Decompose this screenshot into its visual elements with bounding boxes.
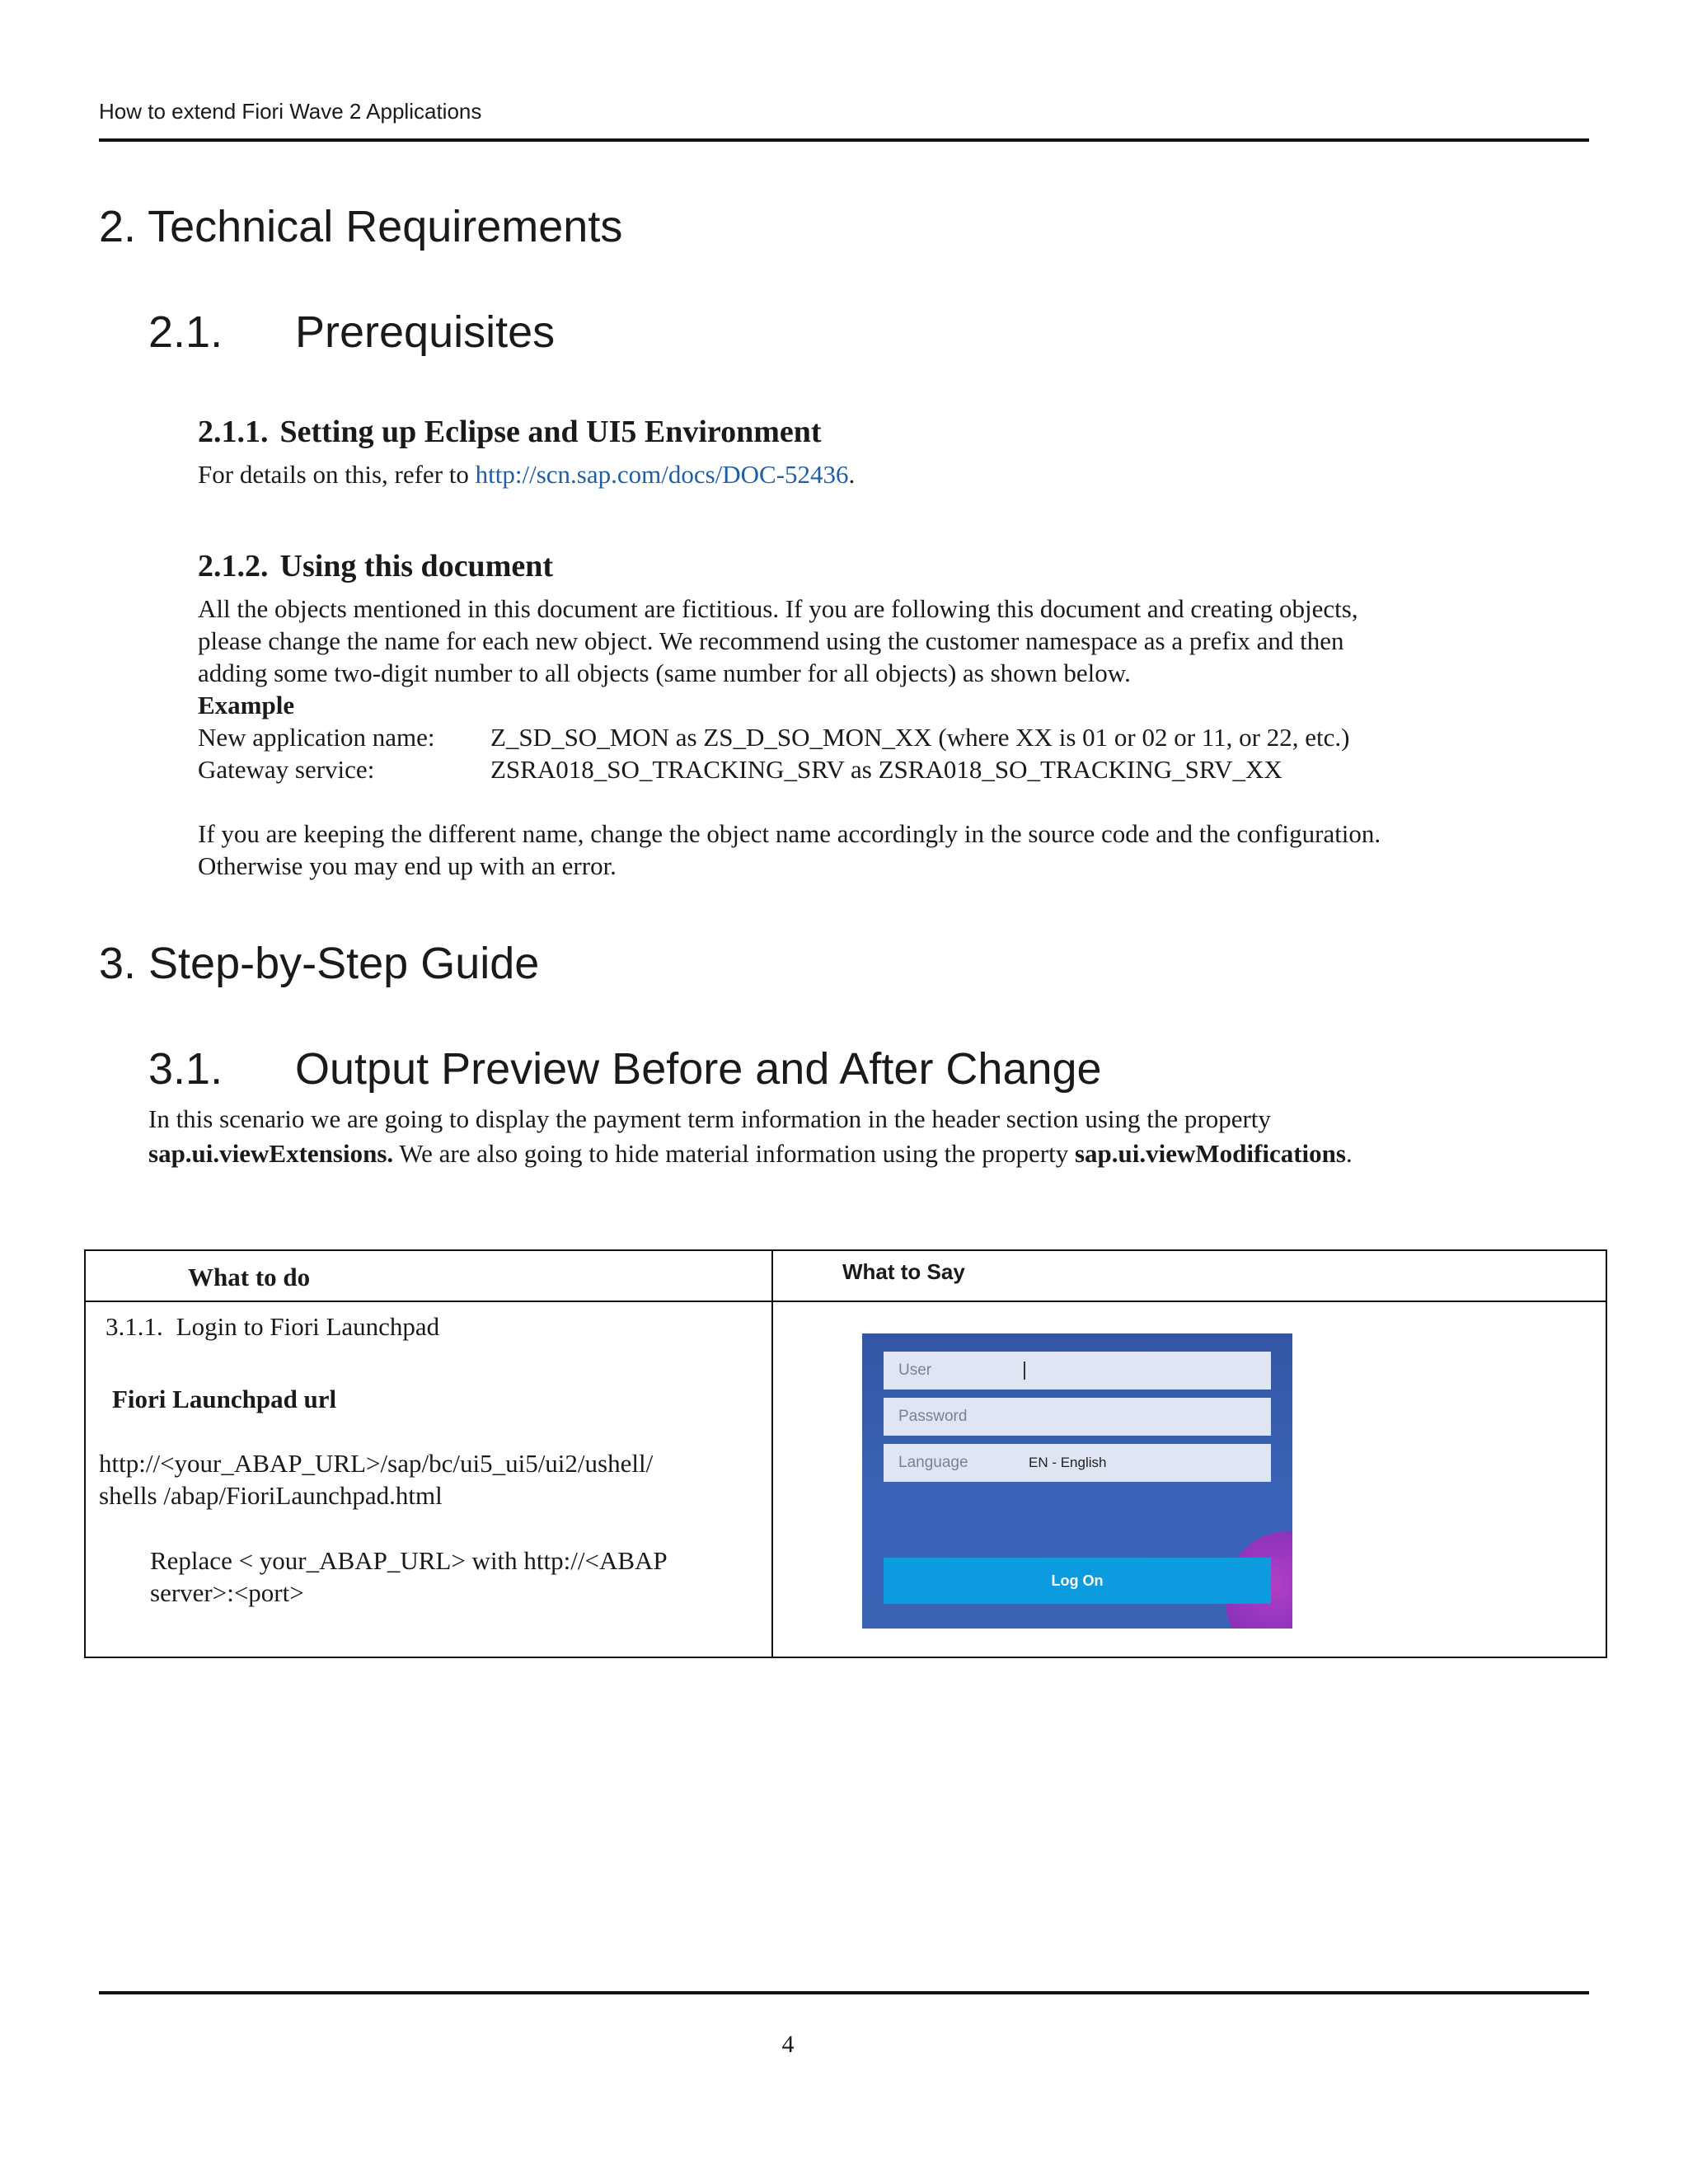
launchpad-url bbox=[99, 1447, 653, 1511]
password-input[interactable] bbox=[884, 1398, 1271, 1436]
login-screenshot bbox=[862, 1333, 1292, 1629]
bold-term: sap.ui.viewExtensions. bbox=[148, 1139, 394, 1168]
col-header-what-to-say: What to Say bbox=[842, 1259, 965, 1284]
section-2-1-2-title: Using this document bbox=[279, 549, 553, 583]
section-2-1-1-heading bbox=[198, 414, 822, 450]
paragraph-line: All the objects mentioned in this document are fictitious. If you are following this document and creating objects, bbox=[198, 594, 1358, 623]
page-number: 4 bbox=[781, 2031, 795, 2058]
example-row bbox=[198, 721, 1349, 753]
section-2-1-1-text bbox=[198, 458, 855, 490]
footer-rule bbox=[99, 1991, 1589, 1994]
example-value: Z_SD_SO_MON as ZS_D_SO_MON_XX (where XX is 01 or 02 or 11, or 22, etc.) bbox=[490, 723, 1350, 752]
section-2-heading: 2. Technical Requirements bbox=[99, 202, 623, 251]
section-2-1-number: 2.1. bbox=[148, 307, 223, 357]
replace-line: Replace < your_ABAP_URL> with http://<ABAP bbox=[150, 1546, 668, 1575]
example-value: ZSRA018_SO_TRACKING_SRV as ZSRA018_SO_TRACKING_SRV_XX bbox=[490, 755, 1282, 784]
refer-text: For details on this, refer to bbox=[198, 460, 476, 489]
section-3-1-paragraph bbox=[148, 1102, 1353, 1171]
running-header: How to extend Fiori Wave 2 Applications bbox=[99, 99, 482, 124]
replace-instruction bbox=[150, 1544, 668, 1609]
language-select[interactable] bbox=[884, 1444, 1271, 1482]
section-2-1-2-number: 2.1.2. bbox=[198, 549, 269, 583]
section-2-1-2-paragraph-2 bbox=[198, 818, 1381, 882]
refer-end: . bbox=[848, 460, 856, 489]
step-title: Login to Fiori Launchpad bbox=[176, 1312, 440, 1341]
example-label: Gateway service: bbox=[198, 755, 375, 784]
steps-table bbox=[84, 1249, 1607, 1658]
section-3-heading: 3. Step-by-Step Guide bbox=[99, 939, 540, 988]
section-3-1-number: 3.1. bbox=[148, 1044, 223, 1094]
example-heading: Example bbox=[198, 691, 295, 719]
paragraph-text: . bbox=[1345, 1139, 1353, 1168]
log-on-button[interactable]: Log On bbox=[884, 1558, 1271, 1604]
header-rule bbox=[99, 138, 1589, 142]
replace-line: server>:<port> bbox=[150, 1578, 304, 1607]
section-2-1-1-title: Setting up Eclipse and UI5 Environment bbox=[279, 415, 822, 449]
table-divider bbox=[86, 1301, 1606, 1302]
section-2-1-2-paragraph-1 bbox=[198, 593, 1358, 721]
col-header-what-to-do: What to do bbox=[188, 1263, 311, 1291]
section-2-1-2-heading bbox=[198, 548, 553, 584]
paragraph-line: Otherwise you may end up with an error. bbox=[198, 851, 617, 880]
example-label: New application name: bbox=[198, 723, 435, 752]
bold-term: sap.ui.viewModifications bbox=[1074, 1139, 1346, 1168]
paragraph-line: In this scenario we are going to display the payment term information in the header section using the property bbox=[148, 1104, 1271, 1133]
url-line: shells /abap/FioriLaunchpad.html bbox=[99, 1481, 443, 1510]
password-placeholder: Password bbox=[898, 1408, 968, 1425]
text-caret bbox=[1024, 1361, 1025, 1380]
url-line: http://<your_ABAP_URL>/sap/bc/ui5_ui5/ui2/ushell/ bbox=[99, 1449, 654, 1478]
language-value: EN - English bbox=[1029, 1455, 1107, 1470]
example-row bbox=[198, 753, 1282, 785]
step-heading bbox=[106, 1310, 439, 1343]
language-label: Language bbox=[898, 1454, 968, 1471]
section-3-1-title: Output Preview Before and After Change bbox=[295, 1044, 1102, 1094]
user-input[interactable] bbox=[884, 1352, 1271, 1390]
paragraph-line bbox=[148, 1137, 1353, 1171]
table-divider bbox=[771, 1251, 773, 1657]
section-2-1-1-number: 2.1.1. bbox=[198, 415, 269, 449]
user-placeholder: User bbox=[898, 1361, 932, 1379]
paragraph-line: please change the name for each new object. We recommend using the customer namespace as a prefix and then bbox=[198, 626, 1344, 655]
url-heading: Fiori Launchpad url bbox=[112, 1385, 337, 1413]
paragraph-line: If you are keeping the different name, change the object name accordingly in the source code and the configuration. bbox=[198, 819, 1381, 848]
doc-link[interactable]: http://scn.sap.com/docs/DOC-52436 bbox=[475, 460, 849, 489]
paragraph-line: adding some two-digit number to all objects (same number for all objects) as shown below. bbox=[198, 658, 1131, 687]
section-3-1-heading bbox=[148, 1043, 1102, 1094]
paragraph-text: We are also going to hide material information using the property bbox=[393, 1139, 1075, 1168]
section-2-1-heading bbox=[148, 307, 555, 358]
section-2-1-title: Prerequisites bbox=[295, 307, 556, 357]
step-number: 3.1.1. bbox=[106, 1312, 163, 1341]
